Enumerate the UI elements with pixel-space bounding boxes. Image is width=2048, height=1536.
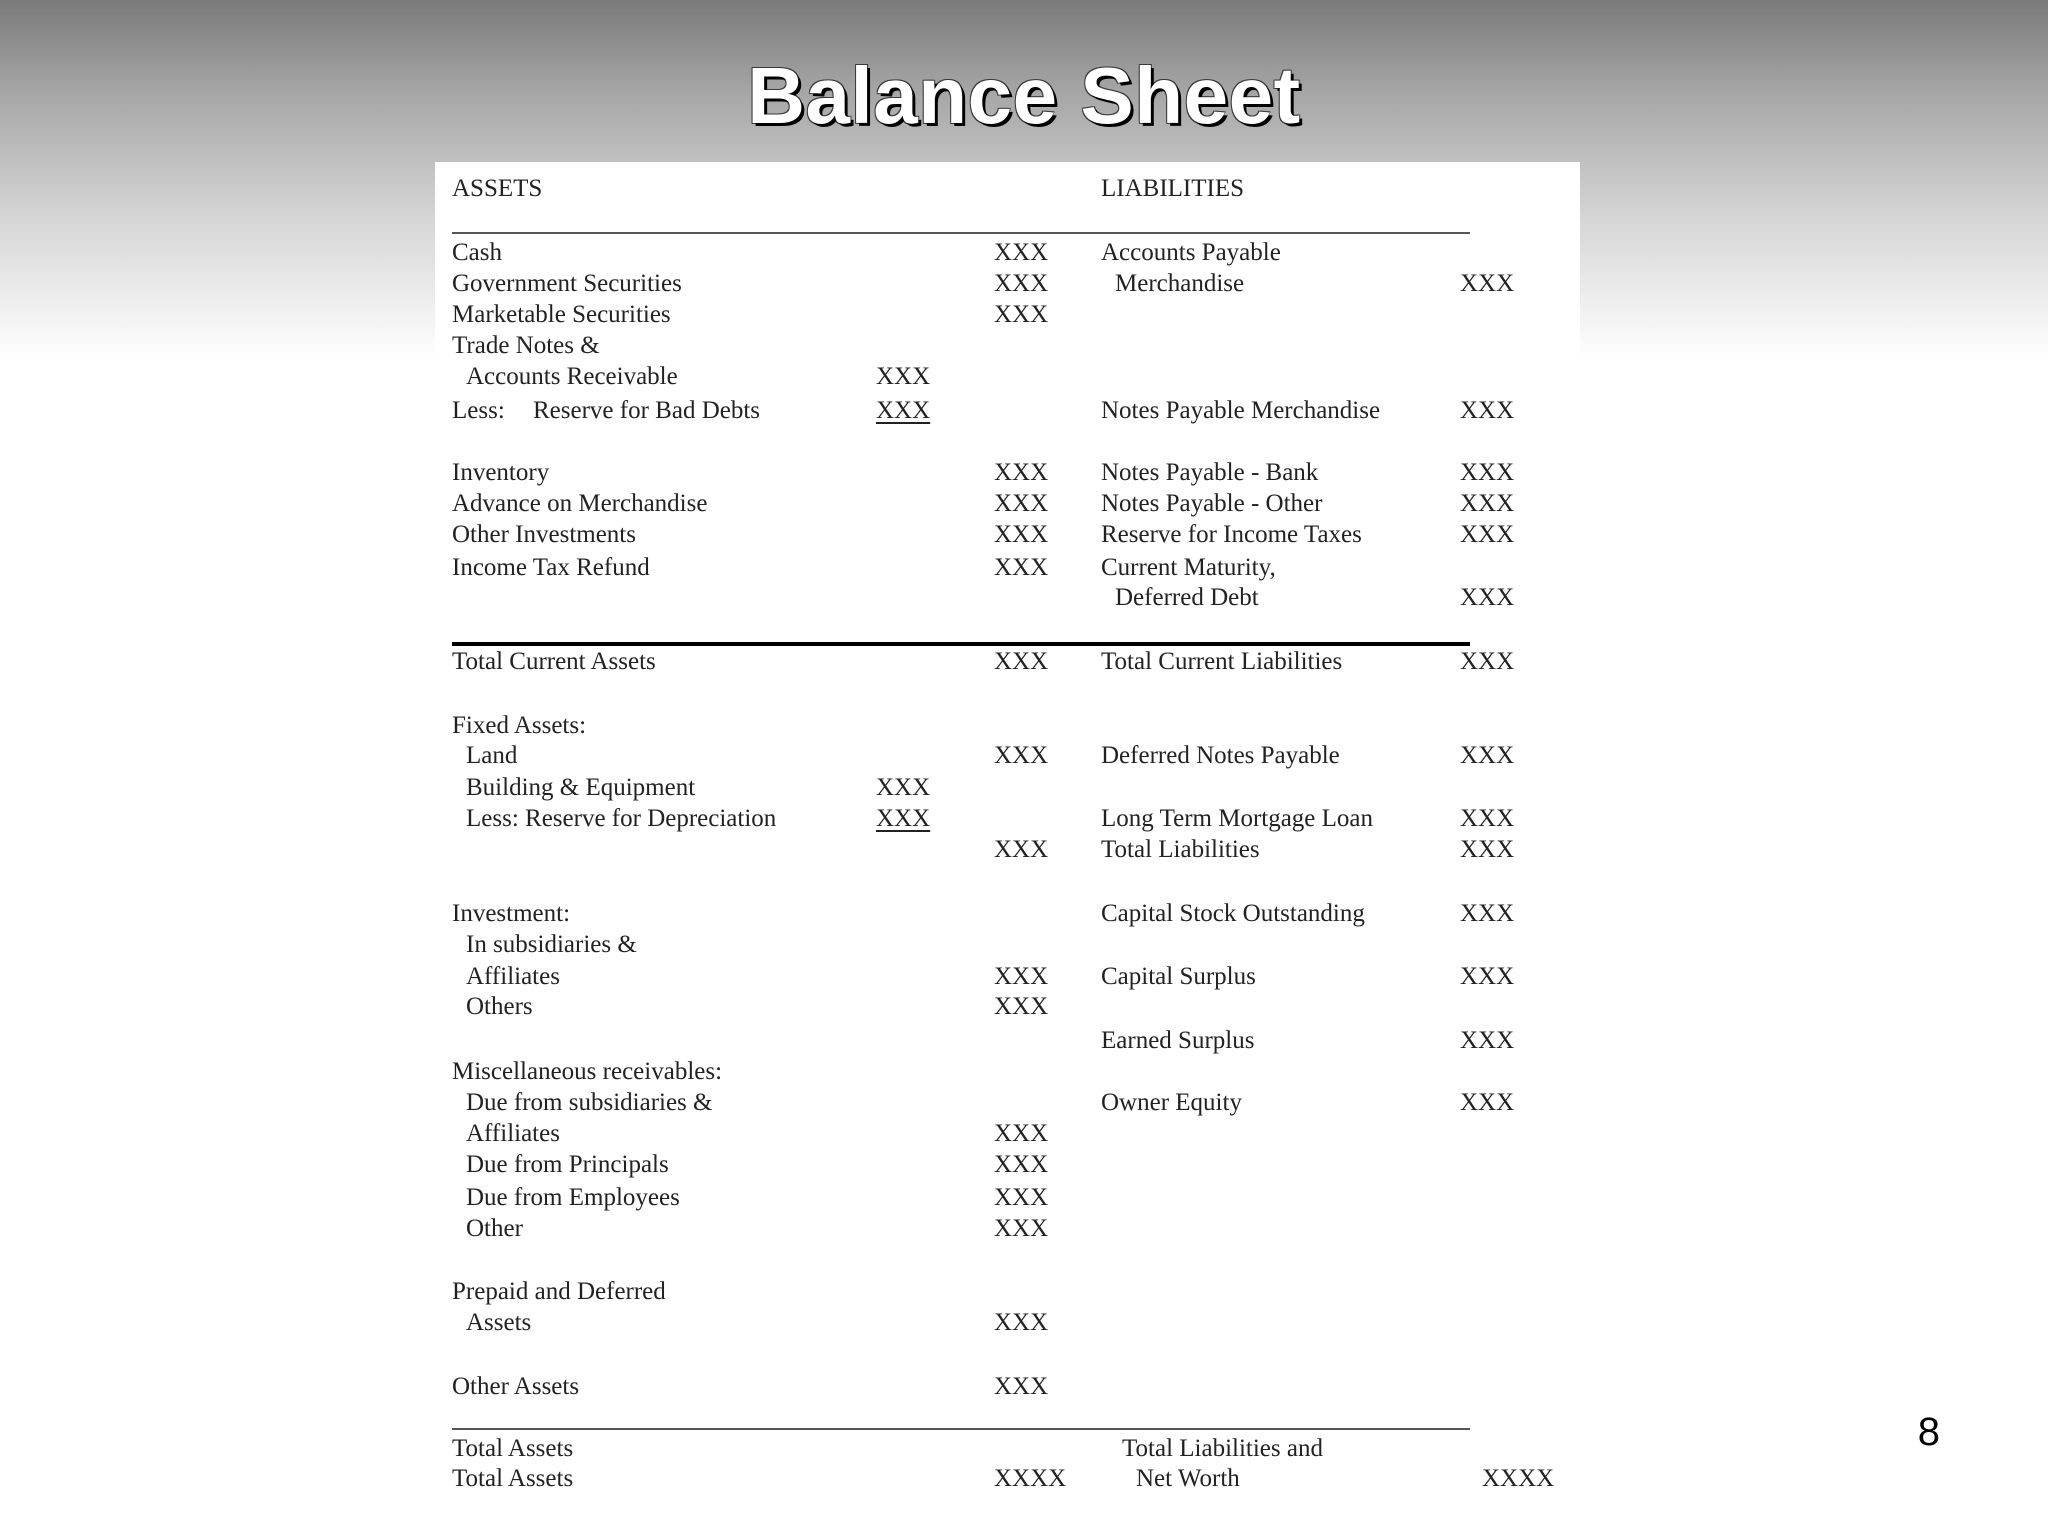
- prepaid-assets-amount: XXX: [994, 1309, 1049, 1336]
- accounts-receivable-amount: XXX: [876, 363, 931, 390]
- building-equipment-amount: XXX: [876, 774, 931, 801]
- total-liab-net-worth-amount: XXXX: [1482, 1465, 1555, 1492]
- due-other-amount: XXX: [994, 1215, 1049, 1242]
- slide-number: 8: [1917, 1410, 1940, 1454]
- net-fixed-amount: XXX: [994, 836, 1049, 863]
- investment-heading: Investment:: [452, 900, 571, 927]
- total-assets-label-1: Total Assets: [452, 1435, 574, 1462]
- capital-stock-label: Capital Stock Outstanding: [1101, 900, 1365, 927]
- other-investments-amount: XXX: [994, 521, 1049, 548]
- marketable-securities-amount: XXX: [994, 301, 1049, 328]
- due-affiliates-amount: XXX: [994, 1120, 1049, 1147]
- prepaid-label: Prepaid and Deferred: [452, 1278, 666, 1305]
- long-term-mortgage-label: Long Term Mortgage Loan: [1101, 805, 1374, 832]
- deferred-notes-payable-label: Deferred Notes Payable: [1101, 742, 1340, 769]
- assets-header: ASSETS: [452, 175, 543, 202]
- building-equipment-label: Building & Equipment: [466, 774, 696, 801]
- reserve-depreciation-amount: XXX: [876, 805, 931, 832]
- liabilities-header: LIABILITIES: [1101, 175, 1245, 202]
- income-tax-refund-label: Income Tax Refund: [452, 554, 650, 581]
- due-principals-label: Due from Principals: [466, 1151, 669, 1178]
- other-assets-amount: XXX: [994, 1373, 1049, 1400]
- total-assets-label-2: Total Assets: [452, 1465, 574, 1492]
- cash-label: Cash: [452, 239, 502, 266]
- fixed-assets-heading: Fixed Assets:: [452, 712, 587, 739]
- trade-notes-label: Trade Notes &: [452, 332, 600, 359]
- capital-surplus-amount: XXX: [1460, 963, 1515, 990]
- owner-equity-amount: XXX: [1460, 1089, 1515, 1116]
- total-current-liabilities-label: Total Current Liabilities: [1101, 648, 1343, 675]
- due-affiliates-label: Affiliates: [466, 1120, 560, 1147]
- due-principals-amount: XXX: [994, 1151, 1049, 1178]
- earned-surplus-label: Earned Surplus: [1101, 1027, 1255, 1054]
- total-liabilities-amount: XXX: [1460, 836, 1515, 863]
- total-liab-net-worth-label-1: Total Liabilities and: [1122, 1435, 1323, 1462]
- in-subsidiaries-label: In subsidiaries &: [466, 931, 637, 958]
- balance-sheet-table: [435, 162, 1580, 1502]
- reserve-bad-debts-label: Reserve for Bad Debts: [533, 397, 761, 424]
- due-other-label: Other: [466, 1215, 523, 1242]
- ap-merchandise-amount: XXX: [1460, 270, 1515, 297]
- notes-payable-bank-label: Notes Payable - Bank: [1101, 459, 1319, 486]
- deferred-notes-payable-amount: XXX: [1460, 742, 1515, 769]
- deferred-debt-label: Deferred Debt: [1115, 584, 1259, 611]
- accounts-payable-label: Accounts Payable: [1101, 239, 1281, 266]
- gov-securities-amount: XXX: [994, 270, 1049, 297]
- others-amount: XXX: [994, 993, 1049, 1020]
- deferred-debt-amount: XXX: [1460, 584, 1515, 611]
- accounts-receivable-label: Accounts Receivable: [466, 363, 678, 390]
- advance-merchandise-amount: XXX: [994, 490, 1049, 517]
- land-label: Land: [466, 742, 518, 769]
- notes-payable-other-label: Notes Payable - Other: [1101, 490, 1323, 517]
- affiliates-label: Affiliates: [466, 963, 560, 990]
- capital-surplus-label: Capital Surplus: [1101, 963, 1256, 990]
- current-maturity-label: Current Maturity,: [1101, 554, 1276, 581]
- notes-payable-merch-amount: XXX: [1460, 397, 1515, 424]
- due-employees-label: Due from Employees: [466, 1184, 680, 1211]
- affiliates-amount: XXX: [994, 963, 1049, 990]
- total-liabilities-label: Total Liabilities: [1101, 836, 1260, 863]
- notes-payable-merch-label: Notes Payable Merchandise: [1101, 397, 1381, 424]
- due-from-subsidiaries-label: Due from subsidiaries &: [466, 1089, 713, 1116]
- other-assets-label: Other Assets: [452, 1373, 580, 1400]
- reserve-depreciation-label: Less: Reserve for Depreciation: [466, 805, 777, 832]
- notes-payable-bank-amount: XXX: [1460, 459, 1515, 486]
- current-totals-rule: [452, 642, 1470, 646]
- inventory-label: Inventory: [452, 459, 550, 486]
- due-employees-amount: XXX: [994, 1184, 1049, 1211]
- total-current-assets-amount: XXX: [994, 648, 1049, 675]
- prepaid-assets-label: Assets: [466, 1309, 532, 1336]
- less-prefix: Less:: [452, 397, 505, 424]
- ap-merchandise-label: Merchandise: [1115, 270, 1245, 297]
- reserve-income-taxes-amount: XXX: [1460, 521, 1515, 548]
- reserve-income-taxes-label: Reserve for Income Taxes: [1101, 521, 1362, 548]
- owner-equity-label: Owner Equity: [1101, 1089, 1242, 1116]
- header-rule: [452, 232, 1470, 234]
- capital-stock-amount: XXX: [1460, 900, 1515, 927]
- reserve-bad-debts-amount: XXX: [876, 397, 931, 424]
- total-current-assets-label: Total Current Assets: [452, 648, 656, 675]
- notes-payable-other-amount: XXX: [1460, 490, 1515, 517]
- total-liab-net-worth-label-2: Net Worth: [1136, 1465, 1240, 1492]
- total-current-liabilities-amount: XXX: [1460, 648, 1515, 675]
- slide-title: Balance Sheet: [747, 51, 1301, 140]
- earned-surplus-amount: XXX: [1460, 1027, 1515, 1054]
- advance-merchandise-label: Advance on Merchandise: [452, 490, 708, 517]
- marketable-securities-label: Marketable Securities: [452, 301, 671, 328]
- gov-securities-label: Government Securities: [452, 270, 682, 297]
- cash-amount: XXX: [994, 239, 1049, 266]
- land-amount: XXX: [994, 742, 1049, 769]
- income-tax-refund-amount: XXX: [994, 554, 1049, 581]
- total-assets-amount: XXXX: [994, 1465, 1067, 1492]
- other-investments-label: Other Investments: [452, 521, 636, 548]
- grand-total-rule: [452, 1428, 1470, 1430]
- misc-receivables-heading: Miscellaneous receivables:: [452, 1058, 723, 1085]
- inventory-amount: XXX: [994, 459, 1049, 486]
- long-term-mortgage-amount: XXX: [1460, 805, 1515, 832]
- others-label: Others: [466, 993, 533, 1020]
